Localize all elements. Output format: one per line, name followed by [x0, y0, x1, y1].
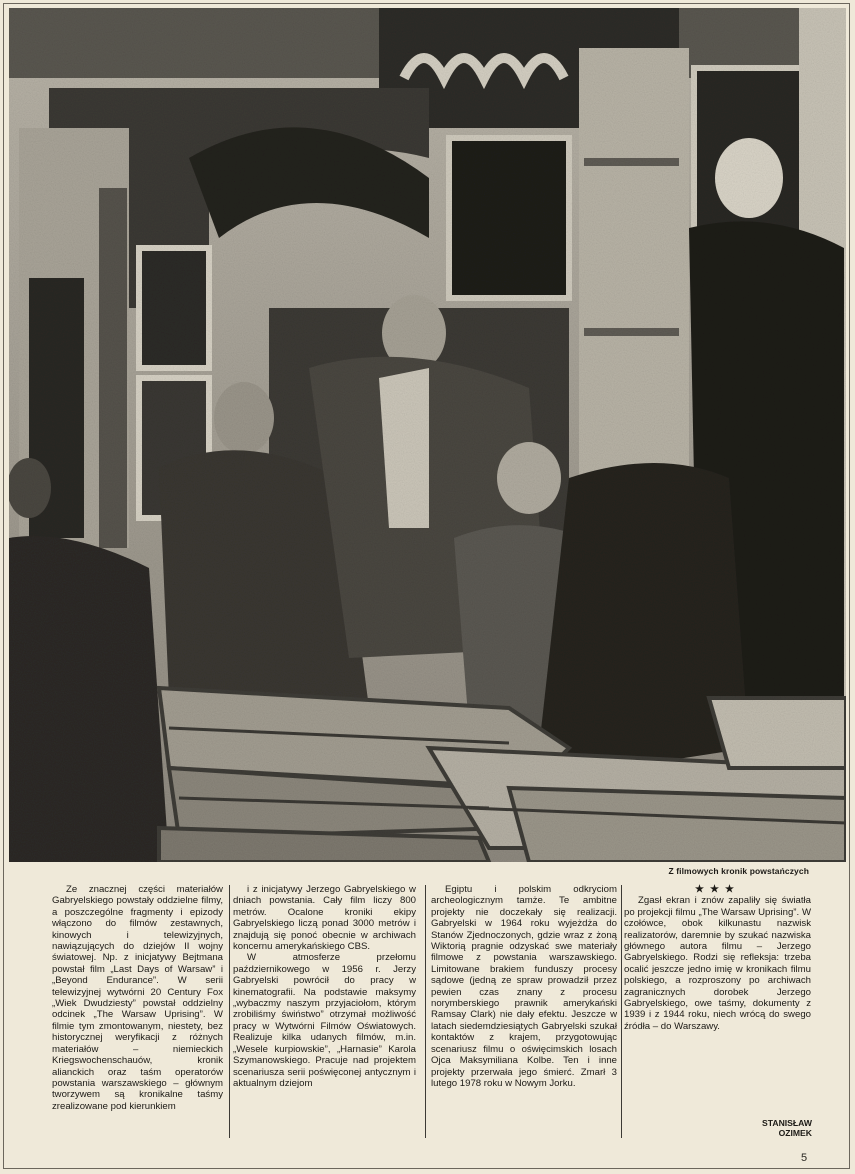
photo-caption: Z filmowych kronik powstańczych	[668, 866, 809, 876]
column-rule	[621, 885, 622, 1138]
paragraph: W atmosferze przełomu październikowego w 1956 r. Jerzy Gabryelski powrócił do pracy w kinematografii. Na podstawie maksymy „wybaczmy naszym przyjaciołom, którym zrobiliśmy świństwo” otrzymał możliwość pracy w Wytwórni Filmów Oświatowych. Realizuje kilka udanych filmów, m.in. „Wesele kurpiowskie”, „Harnasie” Karola Szymanowskiego. Pracuje nad projektem scenariusza serii poświęconej antycznym i aktualnym dziejom	[233, 952, 416, 1089]
section-separator-stars: ★★★	[695, 884, 740, 895]
text-column-4	[624, 884, 811, 1139]
page-number: 5	[801, 1152, 808, 1164]
text-column-2	[233, 884, 416, 1139]
paragraph: Ze znacznej części materiałów Gabryelskiego powstały oddzielne filmy, a poszczególne fragmenty i epizody włączono do filmów zestawnych, kinowych i telewizyjnych, nawiązujących do dziejów II wojny światowej. Np. z inicjatywy Bejtmana powstał film „Last Days of Warsaw” i „Beyond Endurance”. W serii telewizyjnej wytwórni 20 Century Fox „Wiek Dwudziesty” powstał oddzielny odcinek „The Warsaw Uprising”. W filmie tym zmontowanym, niestety, bez historycznej weryfikacji z różnych materiałów – niemieckich Kriegswochenschauów, kronik alianckich oraz taśm operatorów powstania warszawskiego – głównym tworzywem są kronikalne taśmy zrealizowane pod kierunkiem	[52, 884, 223, 1112]
paragraph: i z inicjatywy Jerzego Gabryelskiego w dniach powstania. Cały film liczy 800 metrów. Ocalone kroniki ekipy Gabryelskiego liczą ponad 3000 metrów i znajdują się ponoć obecnie w archiwach koncernu amerykańskiego CBS.	[233, 884, 416, 953]
author-last-name: OZIMEK	[778, 1128, 812, 1138]
author-signature	[744, 1118, 812, 1138]
paragraph: Egiptu i polskim odkryciom archeologicznym tamże. Te ambitne projekty nie doczekały się realizacji. Gabryelski w 1964 roku wyjeżdża do Stanów Zjednoczonych, gdzie wraz z żoną Wiktorią pragnie odzyskać swe materiały filmowe z powstania warszawskiego. Limitowane brakiem funduszy procesy sądowe (jedną ze spraw prowadził przez pewien czas znany z procesu norymberskiego prawnik amerykański Ramsay Clark) nie dały efektu. Jeszcze w latach siedemdziesiątych Gabryelski szukał kontaktów z krajem, przygotowując scenariusz filmu o oświęcimskich losach Ojca Maksymiliana Kolbe. Ten i inne projekty przerwała jego śmierć. Zmarł 3 lutego 1978 roku w Nowym Jorku.	[431, 884, 617, 1089]
text-column-1	[52, 884, 223, 1139]
paragraph: Zgasł ekran i znów zapaliły się światła po projekcji filmu „The Warsaw Uprising”. W czołówce, obok kilkunastu nazwisk realizatorów, daremnie by szukać nazwiska głównego autora filmu – Jerzego Gabryelskiego. Rodzi się refleksja: trzeba ocalić jeszcze jedno imię w kronikach filmu polskiego, a rozproszony po archiwach zagranicznych dorobek Jerzego Gabryelskiego, owe taśmy, dokumenty z 1939 i z 1944 roku, niech wrócą do swego źródła – do Warszawy.	[624, 895, 811, 1032]
author-first-name: STANISŁAW	[762, 1118, 812, 1128]
archival-photo	[9, 8, 846, 862]
text-column-3	[431, 884, 617, 1139]
column-rule	[425, 885, 426, 1138]
column-rule	[229, 885, 230, 1138]
